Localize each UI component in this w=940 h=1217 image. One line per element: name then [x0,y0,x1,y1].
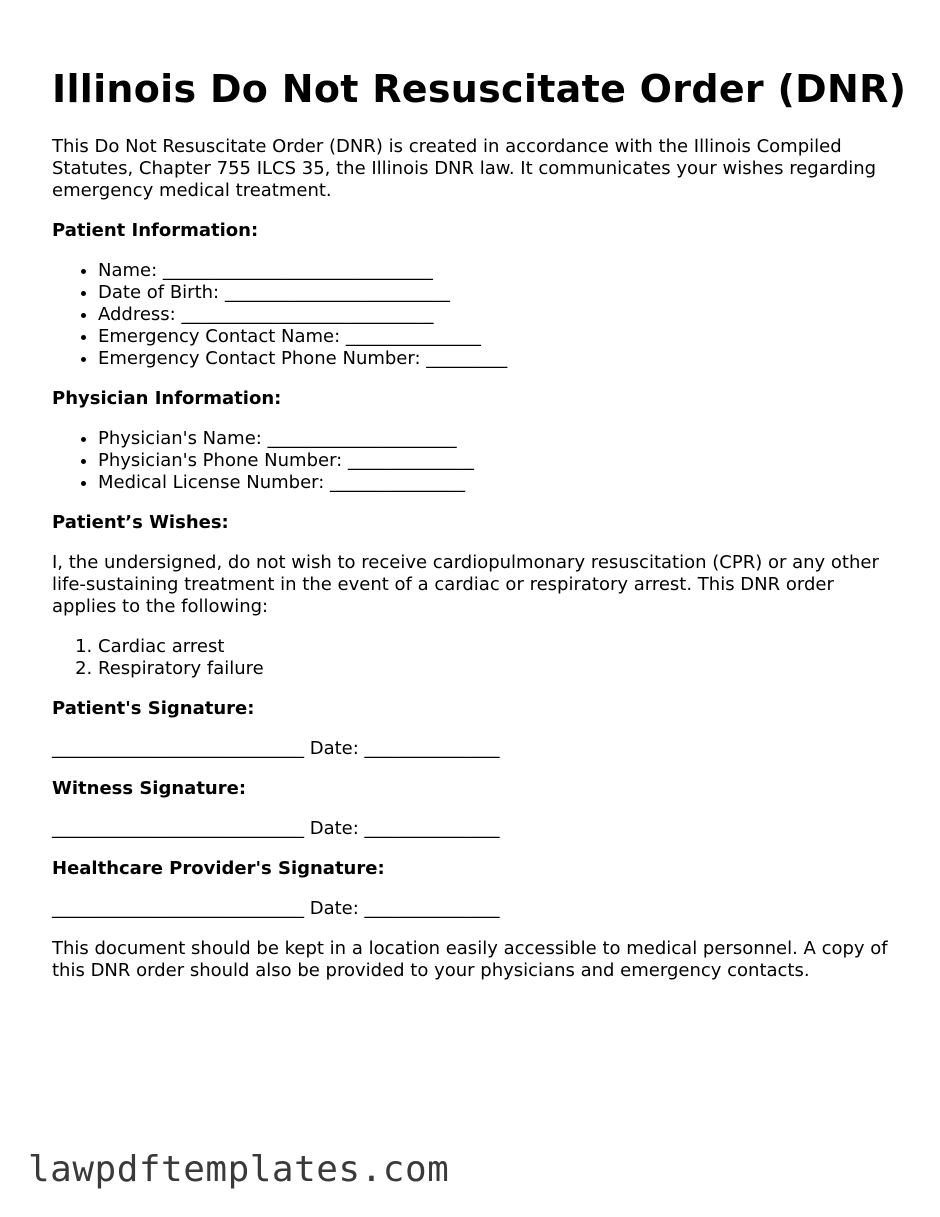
watermark-logo: lawpdftemplates.com [28,1149,450,1190]
list-item: 1. Cardiac arrest [98,636,892,658]
witness-signature-line: ____________________________ Date: _______________ [52,818,500,839]
patient-wishes-heading: Patient’s Wishes: [52,512,229,533]
dnr-applies-list [52,636,892,680]
provider-signature-line: ____________________________ Date: _______________ [52,898,500,919]
physician-name-field: • Physician's Name: _____________________ [98,428,892,450]
witness-signature-heading: Witness Signature: [52,778,247,799]
page-title: Illinois Do Not Resuscitate Order (DNR) [52,67,907,111]
closing-paragraph: This document should be kept in a location easily accessible to medical personnel. A copy of this DNR order should also be provided to your physicians and emergency contacts. [52,938,888,981]
patient-wishes-text: I, the undersigned, do not wish to receive cardiopulmonary resuscitation (CPR) or any other life-sustaining treatment in the event of a cardiac or respiratory arrest. This DNR order applies to the following: [52,552,879,617]
emergency-contact-phone-field: • Emergency Contact Phone Number: _________ [98,348,892,370]
medical-license-field: • Medical License Number: _______________ [98,472,892,494]
patient-info-heading: Patient Information: [52,220,259,241]
patient-dob-field: • Date of Birth: _________________________ [98,282,892,304]
physician-info-list [52,428,892,494]
patient-info-list [52,260,892,370]
list-item: 2. Respiratory failure [98,658,892,680]
physician-info-heading: Physician Information: [52,388,282,409]
patient-signature-heading: Patient's Signature: [52,698,255,719]
intro-paragraph: This Do Not Resuscitate Order (DNR) is created in accordance with the Illinois Compiled Statutes, Chapter 755 ILCS 35, the Illinois DNR law. It communicates your wishes regarding emergency medical treatment. [52,136,877,201]
physician-phone-field: • Physician's Phone Number: ______________ [98,450,892,472]
emergency-contact-name-field: • Emergency Contact Name: _______________ [98,326,892,348]
patient-signature-line: ____________________________ Date: _______________ [52,738,500,759]
patient-address-field: • Address: ____________________________ [98,304,892,326]
provider-signature-heading: Healthcare Provider's Signature: [52,858,385,879]
document-page [52,64,907,1000]
patient-name-field: • Name: ______________________________ [98,260,892,282]
